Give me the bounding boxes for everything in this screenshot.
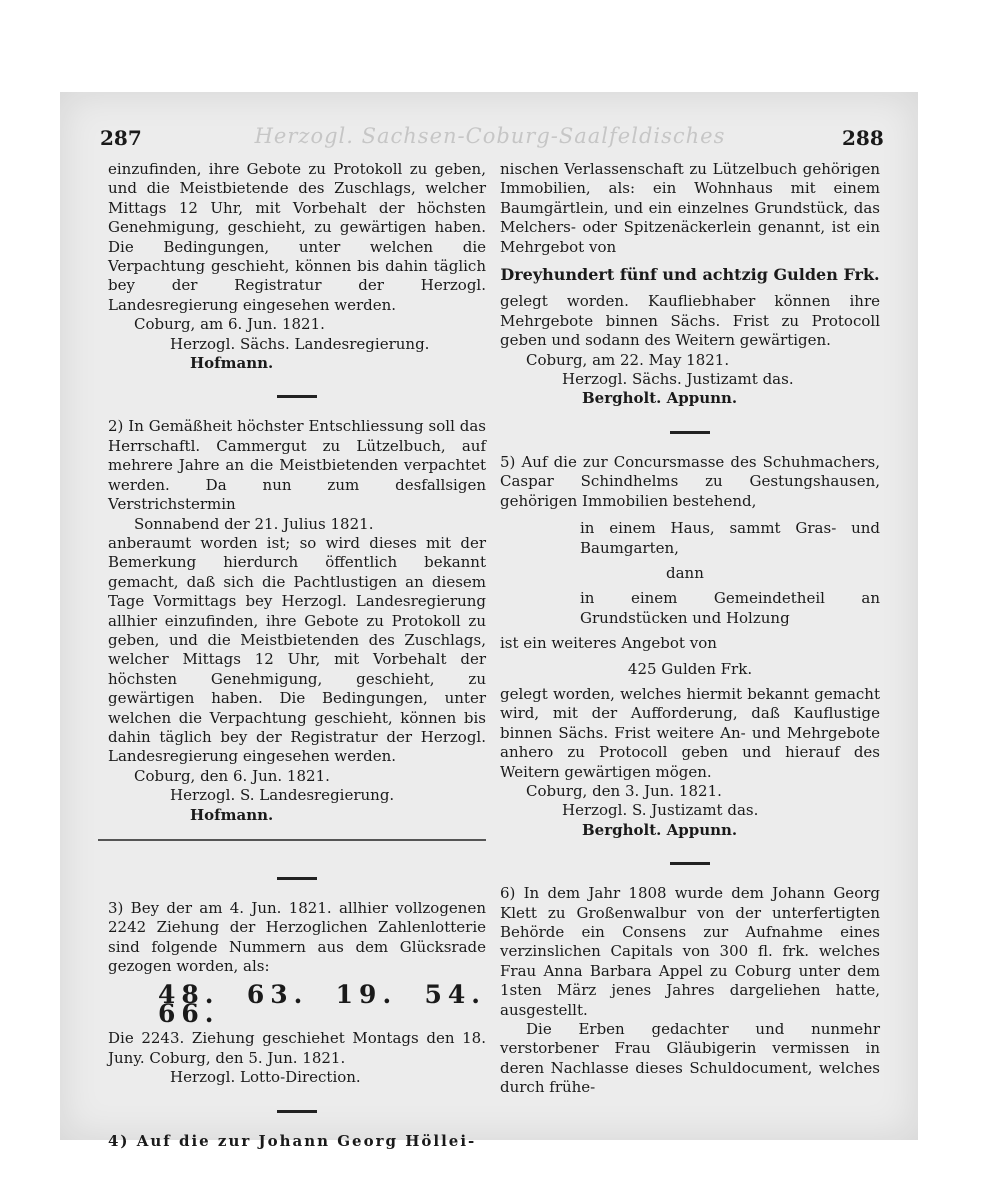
- left-column: [108, 160, 486, 1151]
- paragraph: nischen Verlassenschaft zu Lützelbuch gehörigen Immobilien, als: ein Wohnhaus mit einem Baumgärtlein, und ein einzelnes Grundstück, das Melchers- oder Spitzenäckerlein genannt, ist ein Mehrgebot von: [500, 160, 880, 256]
- signature: Bergholt. Appunn.: [582, 820, 738, 839]
- horizontal-rule: [108, 825, 486, 855]
- paragraph: 2) In Gemäßheit höchster Entschliessung soll das Herrschaftl. Cammergut zu Lützelbuch, auf mehrere Jahre an die Meistbietenden verpachtet werden. Da nun zum desfallsigen Verstrichstermin: [108, 417, 486, 514]
- paragraph: einzufinden, ihre Gebote zu Protokoll zu geben, und die Meistbietende des Zuschlags, welcher Mittags 12 Uhr, mit Vorbehalt der höchsten Genehmigung, geschieht, zu gewärtigen haben. Die Bedingungen, unter welchen die Verpachtung geschieht, können bis dahin täglich bey der Registratur der Herzogl. Landesregierung eingesehen werden.: [108, 160, 486, 314]
- offer-line: ist ein weiteres Angebot von: [500, 634, 717, 653]
- paragraph: Die 2243. Ziehung geschiehet Montags den 18. Juny. Coburg, den 5. Jun. 1821.: [108, 1029, 486, 1067]
- date-line: Coburg, am 22. May 1821.: [526, 350, 730, 369]
- signature: Hofmann.: [190, 805, 274, 824]
- paragraph: anberaumt worden ist; so wird dieses mit der Bemerkung hierdurch öffentlich bekannt gemacht, daß sich die Pachtlustigen an diesem Tage Vormittags bey Herzogl. Landesregierung allhier einzufinden, ihre Gebote zu Protokoll zu geben, und die Meistbietenden des Zuschlags, welcher Mittags 12 Uhr, mit Vorbehalt der höchsten Genehmigung, geschieht, zu gewärtigen haben. Die Bedingungen, unter welchen die Verpachtung geschieht, können bis dahin täglich bey der Registratur der Herzogl. Landesregierung eingesehen werden.: [108, 533, 486, 766]
- separator: [500, 840, 880, 884]
- separator: [108, 373, 486, 417]
- paragraph: 5) Auf die zur Concursmasse des Schuhmachers, Caspar Schindhelms zu Gestungshausen, gehörigen Immobilien bestehend,: [500, 452, 880, 510]
- paragraph: 6) In dem Jahr 1808 wurde dem Johann Georg Klett zu Großenwalbur von der unterfertigten Behörde ein Consens zur Aufnahme eines verzinslichen Capitals von 300 fl. frk. welches Frau Anna Barbara Appel zu Coburg unter dem 1sten März jenes Jahres dargeliehen hatte, ausgestellt.: [500, 884, 880, 1019]
- paragraph: 3) Bey der am 4. Jun. 1821. allhier vollzogenen 2242 Ziehung der Herzoglichen Zahlenlotterie sind folgende Nummern aus dem Glücksrade gezogen worden, als:: [108, 899, 486, 976]
- date-line: Coburg, den 3. Jun. 1821.: [526, 781, 722, 800]
- authority-line: Herzogl. S. Landesregierung.: [170, 786, 395, 805]
- item-line: in einem Gemeindetheil an Grundstücken und Holzung: [580, 589, 880, 627]
- date-line: Coburg, am 6. Jun. 1821.: [134, 315, 325, 334]
- paragraph: gelegt worden, welches hiermit bekannt gemacht wird, mit der Aufforderung, daß Kauflustige binnen Sächs. Frist weitere An- und Mehrgebote anhero zu Protocoll geben und hierauf des Weitern gewärtigen mögen.: [500, 684, 880, 781]
- authority-line: Herzogl. Sächs. Landesregierung.: [170, 334, 430, 353]
- authority-line: Herzogl. Sächs. Justizamt das.: [562, 370, 794, 389]
- separator: [500, 409, 880, 453]
- date-line: Coburg, den 6. Jun. 1821.: [134, 766, 330, 785]
- right-column: [500, 160, 880, 1098]
- conjunction: dann: [666, 563, 704, 582]
- item-line: in einem Haus, sammt Gras- und Baumgarten,: [580, 519, 880, 557]
- lottery-numbers: 48. 63. 19. 54. 66.: [158, 979, 486, 1029]
- running-title: Herzogl. Sachsen-Coburg-Saalfeldisches: [254, 124, 726, 148]
- signature: Bergholt. Appunn.: [582, 389, 738, 408]
- date-line: Sonnabend der 21. Julius 1821.: [134, 514, 374, 533]
- signature: Hofmann.: [190, 354, 274, 373]
- authority-line: Herzogl. Lotto-Direction.: [170, 1068, 361, 1087]
- authority-line: Herzogl. S. Justizamt das.: [562, 801, 759, 820]
- separator: [108, 1088, 486, 1132]
- amount-line: 425 Gulden Frk.: [627, 659, 753, 678]
- amount-line: Dreyhundert fünf und achtzig Gulden Frk.: [500, 265, 880, 285]
- paragraph: gelegt worden. Kaufliebhaber können ihre Mehrgebote binnen Sächs. Frist zu Protocoll geben und sodann des Weitern gewärtigen.: [500, 292, 880, 350]
- page-number-right: 288: [842, 126, 884, 150]
- paragraph: 4) Auf die zur Johann Georg Höllei-: [108, 1131, 477, 1150]
- page-number-left: 287: [100, 126, 142, 150]
- paragraph: Die Erben gedachter und nunmehr verstorbener Frau Gläubigerin vermissen in deren Nachlasse dieses Schuldocument, welches durch frühe-: [500, 1020, 880, 1097]
- separator: [108, 855, 486, 899]
